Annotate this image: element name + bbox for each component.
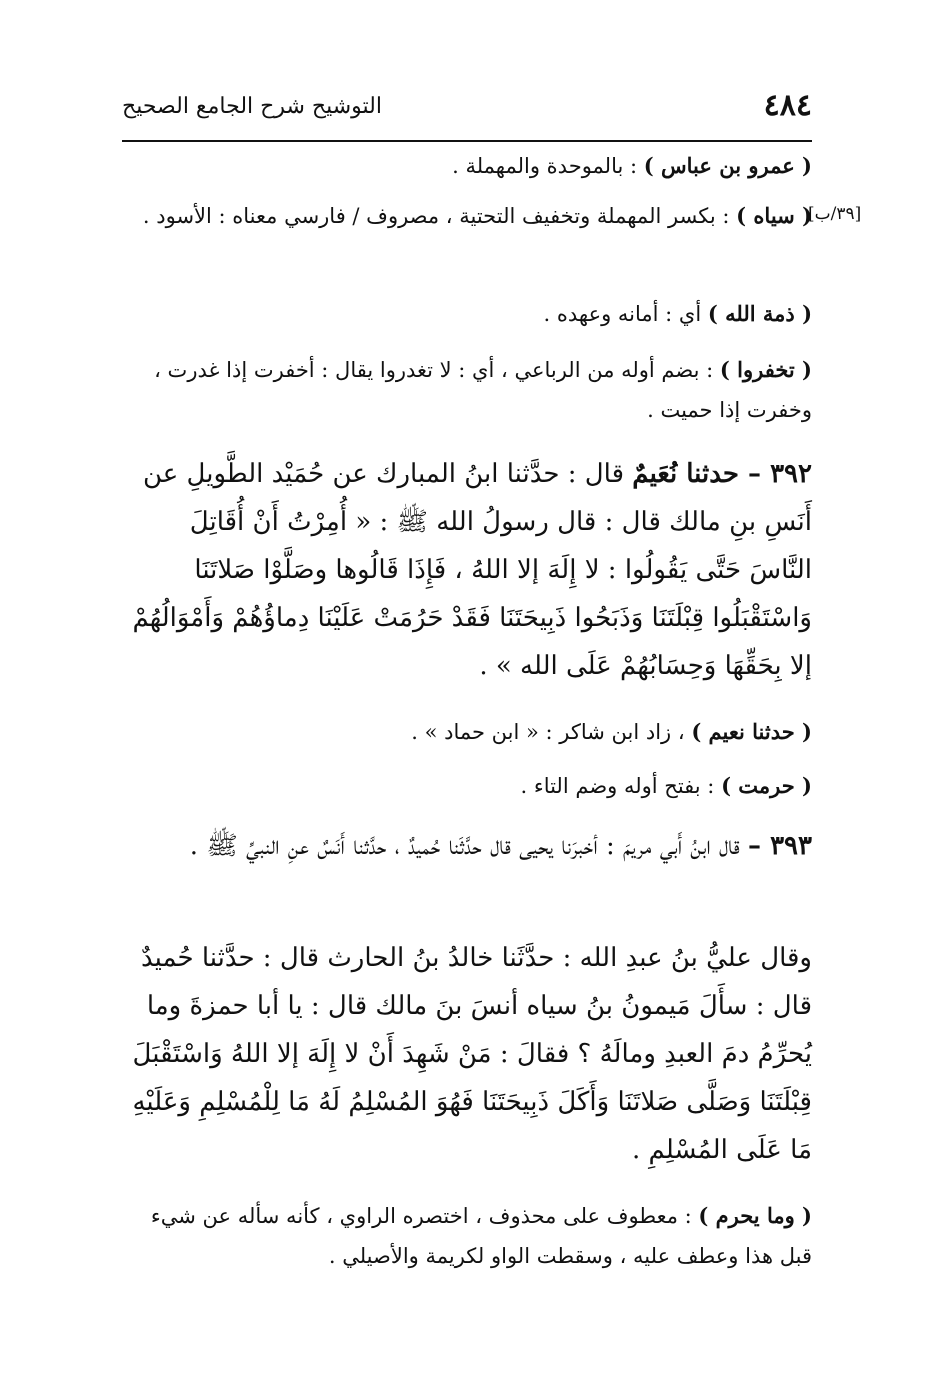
hadith-paragraph bbox=[122, 822, 812, 870]
commentary-paragraph bbox=[132, 196, 812, 236]
hadith-paragraph bbox=[122, 450, 812, 690]
commentary-term: ( ذمة الله ) bbox=[707, 301, 812, 326]
commentary-paragraph bbox=[132, 294, 812, 334]
commentary-paragraph bbox=[122, 712, 812, 752]
commentary-text: : بفتح أوله وضم التاء . bbox=[520, 774, 722, 798]
commentary-paragraph bbox=[122, 350, 812, 430]
commentary-term: ( حدثنا نعيم ) bbox=[691, 719, 812, 744]
commentary-term: ( تخفروا ) bbox=[719, 357, 812, 382]
page-number: ٤٨٤ bbox=[763, 88, 812, 123]
commentary-text: : بضم أوله من الرباعي ، أي : لا تغدروا يقال : أخفرت إذا غدرت ، وخفرت إذا حميت . bbox=[154, 358, 812, 422]
commentary-term: ( عمرو بن عباس ) bbox=[643, 153, 812, 178]
commentary-term: ( حرمت ) bbox=[721, 773, 812, 798]
hadith-text: قال : حدَّثنا ابنُ المبارك عن حُمَيْد الطَّويلِ عن أَنَسِ بنِ مالك قال : قال رسولُ الله ﷺ : « أُمِرْتُ أَنْ أُقَاتِلَ النَّاسَ حَتَّى يَقُولُوا : لا إِلَهَ إلا اللهُ ، فَإِذَا قَالُوها وصَلَّوْا صَلاتَنَا وَاسْتَقْبَلُوا قِبْلَتَنَا وَذَبَحُوا ذَبِيحَتَنَا فَقَدْ حَرُمَتْ عَلَيْنَا دِماؤُهُمْ وَأَمْوَالُهُمْ إلا بِحَقِّهَا وَحِسَابُهُمْ عَلَى الله » . bbox=[132, 459, 812, 681]
hadith-number: ٣٩٣ – bbox=[748, 831, 812, 861]
commentary-text: : بالموحدة والمهملة . bbox=[452, 154, 644, 178]
commentary-paragraph bbox=[122, 1196, 812, 1276]
margin-note: [٣٩/ب] bbox=[808, 204, 862, 224]
commentary-text: أي : أمانه وعهده . bbox=[543, 302, 708, 326]
page-header bbox=[122, 88, 812, 134]
hadith-paragraph bbox=[122, 934, 812, 1174]
commentary-term: ( وما يحرم ) bbox=[698, 1203, 812, 1228]
hadith-text: وقال عليُّ بنُ عبدِ الله : حدَّثَنا خالدُ بنُ الحارث قال : حدَّثنا حُميدٌ قال : سأَلَ مَيمونُ بنُ سياه أنسَ بنَ مالك قال : يا أبا حمزةَ وما يُحرِّمُ دمَ العبدِ ومالَهُ ؟ فقالَ : مَنْ شَهِدَ أَنْ لا إِلَهَ إلا اللهُ وَاسْتَقْبَلَ قِبْلَتَنَا وَصَلَّى صَلاتَنَا وَأَكَلَ ذَبِيحَتَنَا فَهُوَ المُسْلِمُ لَهُ مَا لِلْمُسْلِمِ وَعَلَيْهِ مَا عَلَى المُسْلِمِ . bbox=[132, 943, 812, 1165]
commentary-term: ( سياه ) bbox=[736, 203, 812, 228]
commentary-text: : معطوف على محذوف ، اختصره الراوي ، كأنه سأله عن شيء قبل هذا وعطف عليه ، وسقطت الواو لكريمة والأصيلي . bbox=[150, 1204, 812, 1268]
commentary-paragraph bbox=[112, 146, 812, 186]
book-title: التوشيح شرح الجامع الصحيح bbox=[122, 94, 382, 119]
hadith-text: قال ابنُ أَبي مريمَ : أخبرَنا يحيى قال حدَّثَنا حُميدٌ ، حدَّثنا أَنَسٌ عنِ النبيِّ ﷺ . bbox=[189, 831, 749, 861]
header-divider bbox=[122, 140, 812, 142]
commentary-text: : بكسر المهملة وتخفيف التحتية ، مصروف / فارسي معناه : الأسود . bbox=[142, 204, 737, 228]
commentary-paragraph bbox=[122, 766, 812, 806]
hadith-number: ٣٩٢ – حدثنا نُعَيمٌ bbox=[632, 459, 812, 489]
commentary-text: ، زاد ابن شاكر : « ابن حماد » . bbox=[411, 720, 692, 744]
